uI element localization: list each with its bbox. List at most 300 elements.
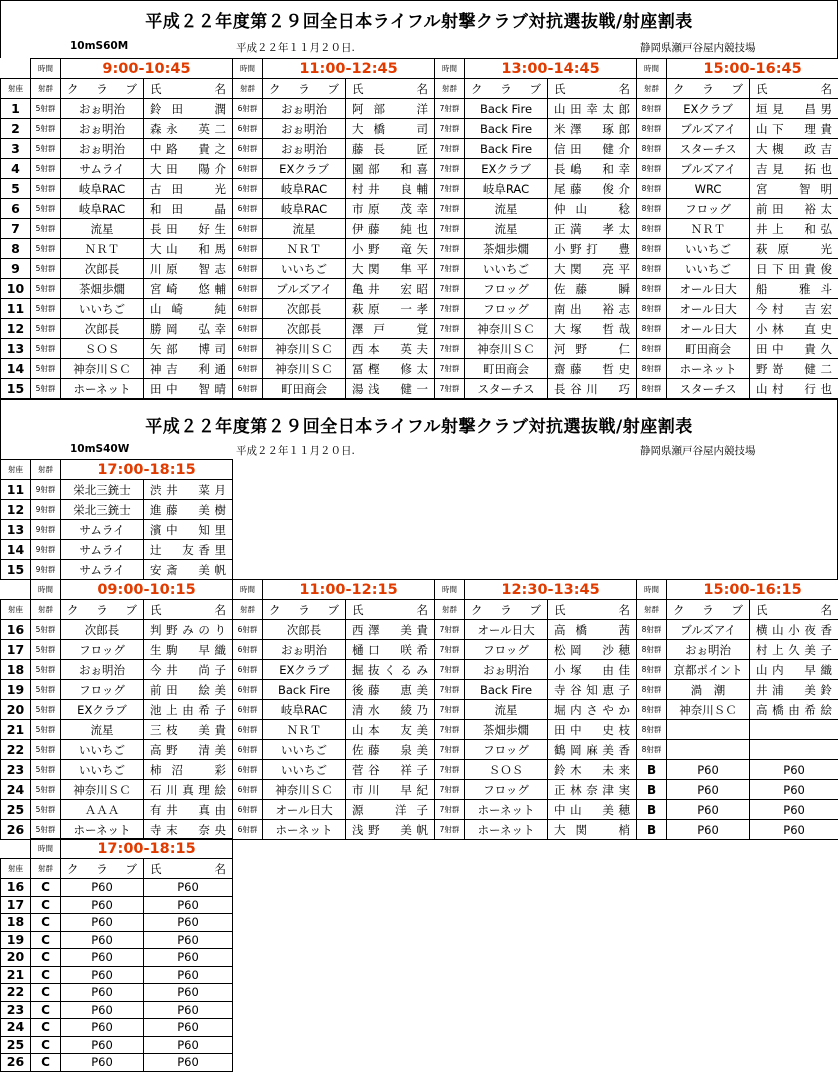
club-cell: 茶畑歩燗 bbox=[61, 279, 144, 299]
session-time: 09:00-10:15 bbox=[61, 580, 233, 600]
group-cell: 7射群 bbox=[435, 820, 465, 840]
name-cell bbox=[750, 740, 838, 760]
lane-number: 1 bbox=[1, 99, 31, 119]
name-cell: 三枝 美貴 bbox=[144, 720, 233, 740]
name-cell: 渋井 菜月 bbox=[144, 480, 233, 500]
table-row bbox=[1, 119, 838, 139]
lane-number: 24 bbox=[1, 780, 31, 800]
group-cell: 5射群 bbox=[31, 640, 61, 660]
session-time: 15:00-16:45 bbox=[667, 59, 838, 79]
table-row bbox=[1, 800, 838, 820]
group-cell: 7射群 bbox=[435, 219, 465, 239]
name-cell: 高野 清美 bbox=[144, 740, 233, 760]
name-cell: 高橋 茜 bbox=[548, 620, 637, 640]
lane-number: 26 bbox=[1, 820, 31, 840]
group-cell: 7射群 bbox=[435, 339, 465, 359]
group-cell: 7射群 bbox=[435, 760, 465, 780]
club-cell: 岐阜RAC bbox=[465, 179, 548, 199]
group-cell: 5射群 bbox=[31, 620, 61, 640]
corner-cell bbox=[1, 59, 31, 79]
time-label: 時間 bbox=[31, 580, 61, 600]
name-cell: P60 bbox=[144, 879, 233, 897]
lane-number: 18 bbox=[1, 660, 31, 680]
club-cell: ホーネット bbox=[667, 359, 750, 379]
date-label-2: 平成２２年１１月２０日. bbox=[236, 445, 355, 457]
name-cell: 正林奈津実 bbox=[548, 780, 637, 800]
club-cell: 流星 bbox=[61, 720, 144, 740]
name-cell: 安斎 美帆 bbox=[144, 560, 233, 580]
name-cell: 船 雅斗 bbox=[750, 279, 838, 299]
name-cell: P60 bbox=[750, 800, 838, 820]
group-cell: 7射群 bbox=[435, 319, 465, 339]
group-header: 射群 bbox=[31, 600, 61, 620]
club-cell: おぉ明治 bbox=[465, 660, 548, 680]
club-cell: 町田商会 bbox=[667, 339, 750, 359]
name-cell: P60 bbox=[144, 949, 233, 967]
club-header: クラブ bbox=[263, 79, 346, 99]
name-cell: 井浦 美鈴 bbox=[750, 680, 838, 700]
club-cell: フロッグ bbox=[61, 640, 144, 660]
table-row bbox=[1, 949, 233, 967]
time-label: 時間 bbox=[637, 59, 667, 79]
name-cell: P60 bbox=[144, 984, 233, 1002]
name-header: 氏 名 bbox=[144, 859, 233, 879]
group-cell: 7射群 bbox=[435, 359, 465, 379]
group-cell: 5射群 bbox=[31, 279, 61, 299]
club-cell: オール日大 bbox=[465, 620, 548, 640]
table-row bbox=[1, 520, 233, 540]
lane-number: 17 bbox=[1, 640, 31, 660]
club-cell: おぉ明治 bbox=[61, 139, 144, 159]
club-cell: フロッグ bbox=[465, 279, 548, 299]
group-header: 射群 bbox=[435, 600, 465, 620]
name-cell: P60 bbox=[144, 1001, 233, 1019]
group-cell: 6射群 bbox=[233, 239, 263, 259]
club-header: クラブ bbox=[61, 79, 144, 99]
name-cell: 小林 直史 bbox=[750, 319, 838, 339]
table-row bbox=[1, 1036, 233, 1054]
club-cell: Back Fire bbox=[465, 139, 548, 159]
lane-header: 射座 bbox=[1, 859, 31, 879]
table-row bbox=[1, 560, 233, 580]
lane-number: 15 bbox=[1, 560, 31, 580]
group-cell: 5射群 bbox=[31, 99, 61, 119]
time-label: 時間 bbox=[637, 580, 667, 600]
group-cell: 7射群 bbox=[435, 379, 465, 399]
group-cell: 6射群 bbox=[233, 780, 263, 800]
group-cell: 9射群 bbox=[31, 540, 61, 560]
name-cell: 山下 理貴 bbox=[750, 119, 838, 139]
group-cell: C bbox=[31, 1019, 61, 1037]
name-cell: 長谷川 巧 bbox=[548, 379, 637, 399]
name-cell: 山本 友美 bbox=[346, 720, 435, 740]
name-cell: 大田 陽介 bbox=[144, 159, 233, 179]
name-cell: P60 bbox=[144, 914, 233, 932]
club-cell: P60 bbox=[61, 1019, 144, 1037]
club-cell: いいちご bbox=[465, 259, 548, 279]
group-cell: 8射群 bbox=[637, 199, 667, 219]
name-cell: 辻 友香里 bbox=[144, 540, 233, 560]
club-cell: ブルズアイ bbox=[667, 620, 750, 640]
name-cell: 大関 梢 bbox=[548, 820, 637, 840]
club-cell: いいちご bbox=[61, 299, 144, 319]
top-border bbox=[0, 0, 838, 1]
group-cell: 6射群 bbox=[233, 199, 263, 219]
group-header: 射群 bbox=[31, 460, 61, 480]
group-cell: 7射群 bbox=[435, 640, 465, 660]
name-cell: 佐藤 瞬 bbox=[548, 279, 637, 299]
name-header: 氏 名 bbox=[548, 79, 637, 99]
club-cell: スターチス bbox=[465, 379, 548, 399]
table-row bbox=[1, 680, 838, 700]
name-cell: 阿部 洋 bbox=[346, 99, 435, 119]
group-cell: 6射群 bbox=[233, 620, 263, 640]
club-cell: オール日大 bbox=[667, 279, 750, 299]
name-cell: 菅谷 祥子 bbox=[346, 760, 435, 780]
club-cell: サムライ bbox=[61, 540, 144, 560]
name-cell: P60 bbox=[144, 1019, 233, 1037]
club-cell: 神奈川ＳＣ bbox=[465, 319, 548, 339]
group-cell: 5射群 bbox=[31, 800, 61, 820]
section-divider bbox=[0, 399, 838, 400]
table-row bbox=[1, 480, 233, 500]
name-cell: 冨樫 修太 bbox=[346, 359, 435, 379]
event-label-1: 10mS60M bbox=[70, 40, 129, 52]
group-cell: 5射群 bbox=[31, 239, 61, 259]
club-cell: 町田商会 bbox=[263, 379, 346, 399]
table-row bbox=[1, 179, 838, 199]
name-cell: 河野 仁 bbox=[548, 339, 637, 359]
name-cell: 進藤 美樹 bbox=[144, 500, 233, 520]
club-cell: ホーネット bbox=[465, 820, 548, 840]
table-row bbox=[1, 700, 838, 720]
name-cell: 今村 吉宏 bbox=[750, 299, 838, 319]
club-cell: P60 bbox=[61, 879, 144, 897]
club-cell: EXクラブ bbox=[465, 159, 548, 179]
group-cell: C bbox=[31, 949, 61, 967]
group-header: 射群 bbox=[233, 79, 263, 99]
lane-number: 18 bbox=[1, 914, 31, 932]
lane-number: 12 bbox=[1, 319, 31, 339]
group-cell: 9射群 bbox=[31, 500, 61, 520]
lane-number: 21 bbox=[1, 966, 31, 984]
club-cell: Back Fire bbox=[465, 680, 548, 700]
club-cell: おぉ明治 bbox=[263, 640, 346, 660]
name-cell: 佐藤 泉美 bbox=[346, 740, 435, 760]
group-cell: 8射群 bbox=[637, 740, 667, 760]
club-cell: ＳＯＳ bbox=[465, 760, 548, 780]
table-row bbox=[1, 660, 838, 680]
name-cell: P60 bbox=[144, 1036, 233, 1054]
club-cell: ホーネット bbox=[465, 800, 548, 820]
lane-number: 19 bbox=[1, 931, 31, 949]
club-cell: おぉ明治 bbox=[263, 139, 346, 159]
group-cell: 5射群 bbox=[31, 359, 61, 379]
name-cell: 濱中 知里 bbox=[144, 520, 233, 540]
group-cell: 8射群 bbox=[637, 139, 667, 159]
name-cell: 日下田貴俊 bbox=[750, 259, 838, 279]
lane-number: 21 bbox=[1, 720, 31, 740]
club-cell: EXクラブ bbox=[61, 700, 144, 720]
lane-number: 11 bbox=[1, 480, 31, 500]
club-cell: P60 bbox=[667, 760, 750, 780]
lane-number: 7 bbox=[1, 219, 31, 239]
table-row bbox=[1, 931, 233, 949]
name-cell: 小塚 由佳 bbox=[548, 660, 637, 680]
name-cell: 村井 良輔 bbox=[346, 179, 435, 199]
club-cell: EXクラブ bbox=[263, 660, 346, 680]
club-cell: Back Fire bbox=[465, 99, 548, 119]
name-cell: 後藤 恵美 bbox=[346, 680, 435, 700]
club-cell: 次郎長 bbox=[61, 259, 144, 279]
table-row bbox=[1, 640, 838, 660]
name-cell: 鈴田 潤 bbox=[144, 99, 233, 119]
club-cell: 流星 bbox=[465, 219, 548, 239]
club-cell: P60 bbox=[667, 780, 750, 800]
time-label: 時間 bbox=[31, 59, 61, 79]
lane-number: 16 bbox=[1, 620, 31, 640]
table-row bbox=[1, 620, 838, 640]
name-cell: 野嵜 健二 bbox=[750, 359, 838, 379]
name-cell: 垣見 昌男 bbox=[750, 99, 838, 119]
left-border-mid bbox=[0, 399, 1, 459]
table-row bbox=[1, 339, 838, 359]
group-cell: 6射群 bbox=[233, 179, 263, 199]
group-cell: 8射群 bbox=[637, 99, 667, 119]
table-row bbox=[1, 239, 838, 259]
name-cell: 園部 和喜 bbox=[346, 159, 435, 179]
name-cell: 横山小夜香 bbox=[750, 620, 838, 640]
group-cell: 7射群 bbox=[435, 179, 465, 199]
venue-label-2: 静岡県瀬戸谷屋内競技場 bbox=[640, 445, 756, 457]
session-time: 17:00-18:15 bbox=[61, 839, 233, 859]
table-row bbox=[1, 99, 838, 119]
group-cell: C bbox=[31, 1036, 61, 1054]
table-row bbox=[1, 966, 233, 984]
lane-number: 24 bbox=[1, 1019, 31, 1037]
name-cell: 柿沼 彩 bbox=[144, 760, 233, 780]
name-header: 氏 名 bbox=[346, 600, 435, 620]
group-cell: 5射群 bbox=[31, 379, 61, 399]
time-label: 時間 bbox=[233, 59, 263, 79]
name-cell: 市原 茂幸 bbox=[346, 199, 435, 219]
club-cell: P60 bbox=[61, 1036, 144, 1054]
name-cell: P60 bbox=[750, 780, 838, 800]
club-cell: 茶畑歩燗 bbox=[465, 239, 548, 259]
club-cell: 渦 潮 bbox=[667, 680, 750, 700]
name-cell: 和田 晶 bbox=[144, 199, 233, 219]
group-cell: 8射群 bbox=[637, 119, 667, 139]
club-cell bbox=[667, 740, 750, 760]
name-cell: P60 bbox=[144, 896, 233, 914]
time-label: 時間 bbox=[435, 59, 465, 79]
name-cell: P60 bbox=[144, 966, 233, 984]
name-cell: 堀内さやか bbox=[548, 700, 637, 720]
club-cell: ＮＲＴ bbox=[263, 239, 346, 259]
group-cell: 5射群 bbox=[31, 760, 61, 780]
club-cell: WRC bbox=[667, 179, 750, 199]
table-row bbox=[1, 984, 233, 1002]
club-cell: いいちご bbox=[263, 760, 346, 780]
name-cell: 齋藤 哲史 bbox=[548, 359, 637, 379]
club-cell: オール日大 bbox=[263, 800, 346, 820]
club-cell: Back Fire bbox=[465, 119, 548, 139]
club-cell: P60 bbox=[61, 914, 144, 932]
table-row bbox=[1, 879, 233, 897]
club-cell: 流星 bbox=[465, 199, 548, 219]
club-header: クラブ bbox=[263, 600, 346, 620]
club-cell: ブルズアイ bbox=[667, 159, 750, 179]
club-cell: 流星 bbox=[465, 700, 548, 720]
group-cell: 6射群 bbox=[233, 339, 263, 359]
group-cell: 7射群 bbox=[435, 800, 465, 820]
group-cell: 8射群 bbox=[637, 279, 667, 299]
table-row bbox=[1, 540, 233, 560]
name-cell: 田中 智晴 bbox=[144, 379, 233, 399]
session-time: 17:00-18:15 bbox=[61, 460, 233, 480]
name-cell: P60 bbox=[144, 931, 233, 949]
name-cell: 長嶋 和幸 bbox=[548, 159, 637, 179]
group-cell: C bbox=[31, 896, 61, 914]
club-cell: フロッグ bbox=[465, 780, 548, 800]
club-cell: EXクラブ bbox=[667, 99, 750, 119]
group-cell: 5射群 bbox=[31, 339, 61, 359]
group-cell: C bbox=[31, 1001, 61, 1019]
name-cell: 信田 健介 bbox=[548, 139, 637, 159]
name-cell: 池上由希子 bbox=[144, 700, 233, 720]
name-cell: 田中 貴久 bbox=[750, 339, 838, 359]
name-cell: 石川真理絵 bbox=[144, 780, 233, 800]
name-cell: 松岡 沙穂 bbox=[548, 640, 637, 660]
group-cell: 5射群 bbox=[31, 199, 61, 219]
name-cell: 神吉 利通 bbox=[144, 359, 233, 379]
club-cell: 神奈川ＳＣ bbox=[667, 700, 750, 720]
club-cell: 神奈川ＳＣ bbox=[61, 359, 144, 379]
club-cell: サムライ bbox=[61, 560, 144, 580]
group-cell: 6射群 bbox=[233, 760, 263, 780]
club-cell: オール日大 bbox=[667, 319, 750, 339]
group-cell: 7射群 bbox=[435, 740, 465, 760]
name-cell: 大槻 政吉 bbox=[750, 139, 838, 159]
session-time: 11:00-12:45 bbox=[263, 59, 435, 79]
group-cell: 6射群 bbox=[233, 379, 263, 399]
club-cell: おぉ明治 bbox=[61, 119, 144, 139]
group-header: 射群 bbox=[637, 79, 667, 99]
group-cell: 6射群 bbox=[233, 99, 263, 119]
lane-number: 26 bbox=[1, 1054, 31, 1072]
group-cell: 7射群 bbox=[435, 660, 465, 680]
group-cell: 6射群 bbox=[233, 139, 263, 159]
group-cell: 8射群 bbox=[637, 319, 667, 339]
club-cell: いいちご bbox=[61, 740, 144, 760]
group-cell: 5射群 bbox=[31, 740, 61, 760]
corner-cell bbox=[1, 839, 31, 859]
name-cell: 市川 早紀 bbox=[346, 780, 435, 800]
club-cell: フロッグ bbox=[465, 740, 548, 760]
table-row bbox=[1, 740, 838, 760]
name-cell: 湯浅 健一 bbox=[346, 379, 435, 399]
club-cell: 栄北三銃士 bbox=[61, 480, 144, 500]
lane-assignment-table-40w bbox=[0, 579, 838, 840]
group-cell: 6射群 bbox=[233, 680, 263, 700]
name-cell: 山崎 純 bbox=[144, 299, 233, 319]
group-cell: 6射群 bbox=[233, 800, 263, 820]
table-row bbox=[1, 500, 233, 520]
name-header: 氏 名 bbox=[346, 79, 435, 99]
club-cell: 岐阜RAC bbox=[61, 199, 144, 219]
table-row bbox=[1, 896, 233, 914]
table-row bbox=[1, 1019, 233, 1037]
name-cell: 南出 裕志 bbox=[548, 299, 637, 319]
club-cell: EXクラブ bbox=[263, 159, 346, 179]
group-cell: 8射群 bbox=[637, 339, 667, 359]
name-cell: 源 洋子 bbox=[346, 800, 435, 820]
group-cell: 7射群 bbox=[435, 159, 465, 179]
name-cell: 有井 真由 bbox=[144, 800, 233, 820]
session-time: 11:00-12:15 bbox=[263, 580, 435, 600]
table-row bbox=[1, 199, 838, 219]
club-cell: いいちご bbox=[667, 259, 750, 279]
club-cell: おぉ明治 bbox=[667, 640, 750, 660]
corner-cell bbox=[1, 580, 31, 600]
club-cell: 流星 bbox=[61, 219, 144, 239]
club-cell: サムライ bbox=[61, 159, 144, 179]
group-cell: 6射群 bbox=[233, 660, 263, 680]
name-cell: 萩原 光 bbox=[750, 239, 838, 259]
name-cell: P60 bbox=[144, 1054, 233, 1072]
club-cell: ブルズアイ bbox=[263, 279, 346, 299]
club-cell: フロッグ bbox=[667, 199, 750, 219]
name-header: 氏 名 bbox=[750, 600, 838, 620]
club-header: クラブ bbox=[667, 600, 750, 620]
table-row bbox=[1, 139, 838, 159]
name-cell: 清水 綾乃 bbox=[346, 700, 435, 720]
table-row bbox=[1, 319, 838, 339]
table-row bbox=[1, 780, 838, 800]
club-cell: 次郎長 bbox=[263, 299, 346, 319]
group-cell: 5射群 bbox=[31, 319, 61, 339]
club-cell: 岐阜RAC bbox=[263, 199, 346, 219]
name-cell bbox=[750, 720, 838, 740]
club-cell: 神奈川ＳＣ bbox=[263, 780, 346, 800]
name-cell: 尾藤 俊介 bbox=[548, 179, 637, 199]
club-cell: 岐阜RAC bbox=[263, 700, 346, 720]
club-cell: 神奈川ＳＣ bbox=[263, 359, 346, 379]
club-cell: 神奈川ＳＣ bbox=[263, 339, 346, 359]
lane-number: 10 bbox=[1, 279, 31, 299]
group-cell: 7射群 bbox=[435, 299, 465, 319]
club-cell: P60 bbox=[61, 949, 144, 967]
group-cell: 6射群 bbox=[233, 720, 263, 740]
name-cell: 井上 和弘 bbox=[750, 219, 838, 239]
venue-label-1: 静岡県瀬戸谷屋内競技場 bbox=[640, 42, 756, 54]
lane-number: 11 bbox=[1, 299, 31, 319]
lane-number: 4 bbox=[1, 159, 31, 179]
lane-number: 2 bbox=[1, 119, 31, 139]
name-header: 氏 名 bbox=[548, 600, 637, 620]
name-cell: 前田 絵美 bbox=[144, 680, 233, 700]
club-cell: Back Fire bbox=[263, 680, 346, 700]
group-cell: 6射群 bbox=[233, 159, 263, 179]
lane-number: 22 bbox=[1, 984, 31, 1002]
lane-number: 8 bbox=[1, 239, 31, 259]
name-cell: 寺末 奈央 bbox=[144, 820, 233, 840]
club-cell: P60 bbox=[61, 896, 144, 914]
lane-number: 19 bbox=[1, 680, 31, 700]
club-cell: いいちご bbox=[667, 239, 750, 259]
lane-header: 射座 bbox=[1, 460, 31, 480]
lane-number: 6 bbox=[1, 199, 31, 219]
